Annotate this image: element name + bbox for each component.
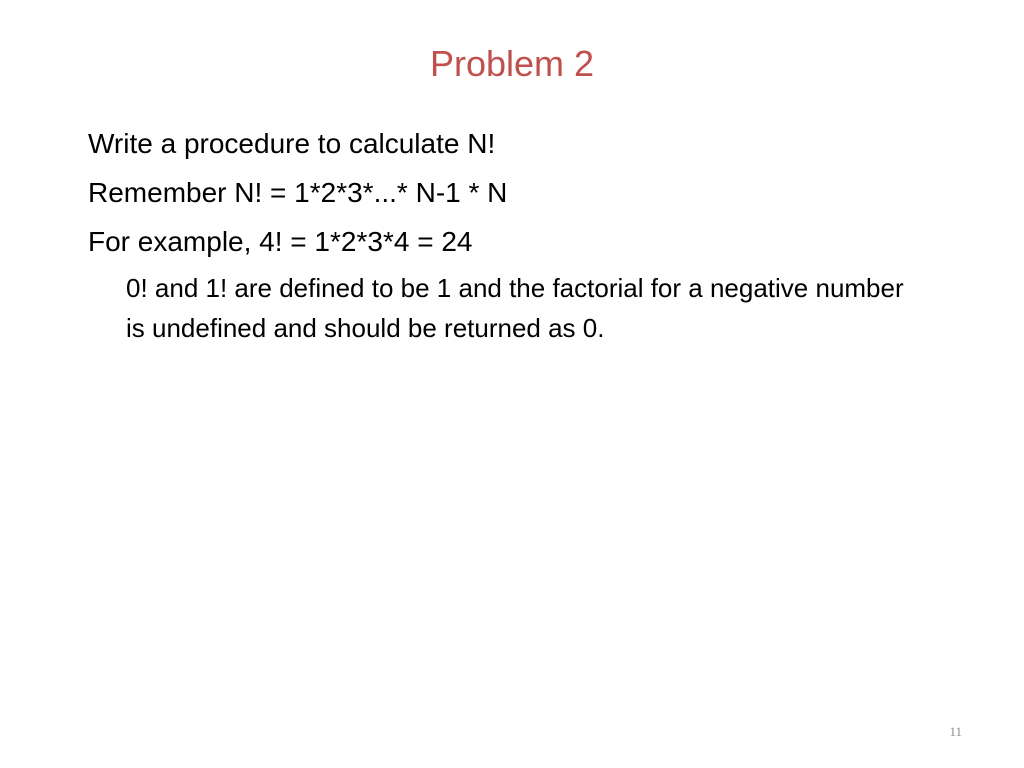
sub-bullet-item: 0! and 1! are defined to be 1 and the factorial for a negative number is undefined and should be returned as 0. [126, 273, 904, 343]
bullet-item: For example, 4! = 1*2*3*4 = 24 [88, 226, 473, 257]
slide-number: 11 [949, 724, 962, 739]
slide-title: Problem 2 [429, 43, 595, 84]
bullet-item: Write a procedure to calculate N! [88, 128, 496, 159]
bullet-item: Remember N! = 1*2*3*...* N-1 * N [88, 177, 508, 208]
slide-body [88, 124, 928, 348]
